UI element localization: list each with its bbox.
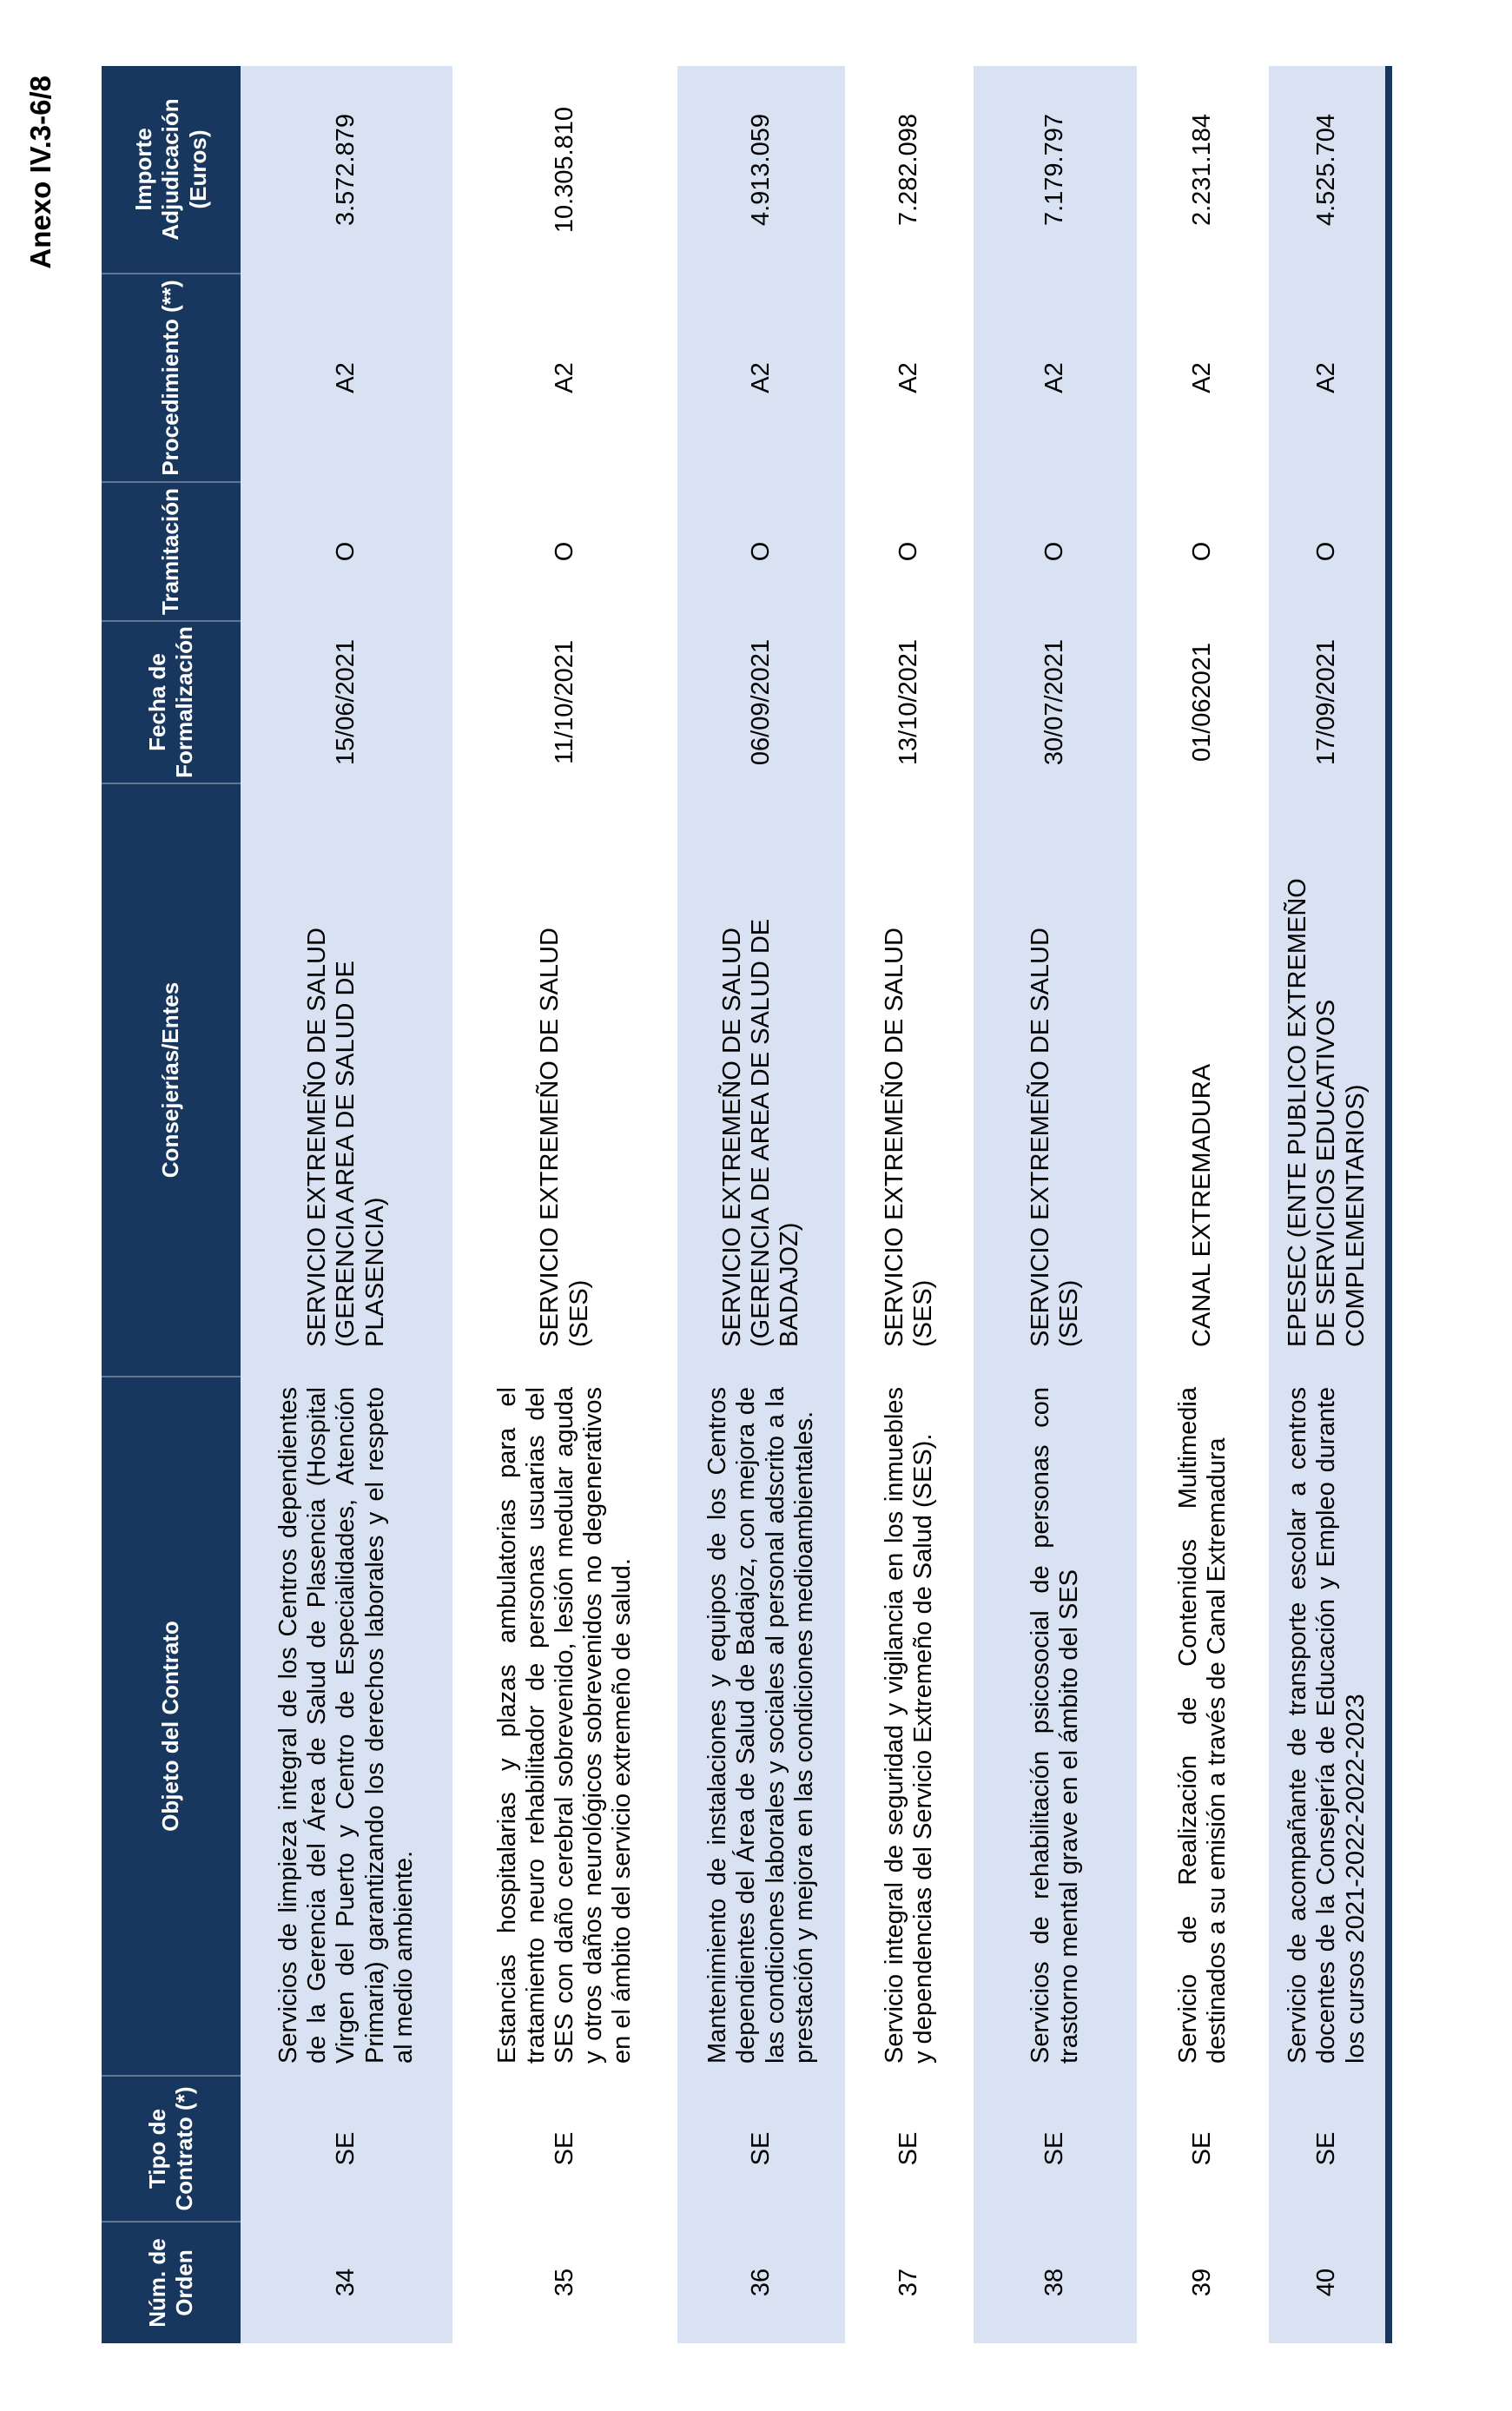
contracts-table — [102, 66, 1392, 2343]
contract-row-37 — [845, 66, 974, 2343]
cell-procedimiento: A2 — [1040, 362, 1069, 393]
cell-consejerias: SERVICIO EXTREMEÑO DE SALUD (GERENCIA DE AREA DE SALUD DE BADAJOZ) — [717, 918, 804, 1347]
cell-num: 39 — [1188, 2268, 1217, 2297]
cell-objeto: Mantenimiento de instalaciones y equipos de los Centros dependientes del Área de Salud de Badajoz, con mejora de las condiciones laborales y sociales al personal adscrito a la prestación y mejora en las condiciones medioambientales. — [703, 1387, 818, 2064]
contract-row-39 — [1137, 66, 1269, 2343]
cell-objeto: Servicio de Realización de Contenidos Multimedia destinados a su emisión a través de Canal Extremadura — [1173, 1387, 1231, 2064]
cell-consejerias: SERVICIO EXTREMEÑO DE SALUD (GERENCIA AREA DE SALUD DE PLASENCIA) — [303, 928, 389, 1347]
cell-procedimiento: A2 — [895, 362, 923, 393]
cell-objeto: Estancias hospitalarias y plazas ambulatorias para el tratamiento neuro rehabilitador de personas usuarias del SES con daño cerebral sobrevenido, lesión medular aguda y otros daños neurológicos sobrevenidos no degenerativos en el ámbito del servicio extremeño de salud. — [492, 1387, 637, 2064]
cell-tramitacion: O — [746, 541, 775, 562]
contract-row-34 — [241, 66, 452, 2343]
contract-row-40 — [1269, 66, 1389, 2343]
cell-fecha: 11/10/2021 — [550, 640, 578, 764]
cell-tramitacion: O — [1040, 541, 1069, 562]
cell-tramitacion: O — [895, 541, 923, 562]
cell-tipo: SE — [550, 2131, 578, 2166]
cell-importe: 2.231.184 — [1188, 114, 1217, 227]
cell-objeto: Servicios de rehabilitación psicosocial de personas con trastorno mental grave en el ámbito del SES — [1026, 1387, 1083, 2064]
cell-tramitacion: O — [332, 541, 360, 562]
column-header-tipo: Tipo de Contrato (*) — [102, 2076, 241, 2222]
column-header-tramitacion: Tramitación — [102, 482, 241, 621]
cell-fecha: 15/06/2021 — [332, 638, 360, 766]
cell-fecha: 13/10/2021 — [895, 638, 923, 766]
cell-objeto: Servicio de acompañante de transporte escolar a centros docentes de la Consejería de Educación y Empleo durante los cursos 2021-2022-2022-2023 — [1284, 1387, 1370, 2064]
cell-fecha: 30/07/2021 — [1040, 638, 1069, 766]
column-header-procedimiento: Procedimiento (**) — [102, 274, 241, 482]
cell-tramitacion: O — [1312, 541, 1341, 562]
column-header-fecha: Fecha de Formalización — [102, 621, 241, 783]
column-header-num: Núm. de Orden — [102, 2222, 241, 2343]
cell-num: 37 — [895, 2268, 923, 2297]
cell-procedimiento: A2 — [746, 362, 775, 393]
annex-title: Anexo IV.3-6/8 — [24, 76, 56, 269]
cell-tipo: SE — [1188, 2131, 1217, 2166]
cell-fecha: 17/09/2021 — [1312, 638, 1341, 766]
cell-procedimiento: A2 — [1188, 362, 1217, 393]
column-header-importe: Importe Adjudicación (Euros) — [102, 66, 241, 274]
cell-consejerias: SERVICIO EXTREMEÑO DE SALUD (SES) — [536, 928, 593, 1347]
cell-objeto: Servicios de limpieza integral de los Centros dependientes de la Gerencia del Área de Salud de Plasencia (Hospital Virgen del Puerto y Centro de Especialidades, Atención Primaria) garantizando los derechos laborales y el respeto al medio ambiente. — [274, 1387, 418, 2064]
cell-num: 35 — [550, 2268, 578, 2297]
cell-num: 38 — [1040, 2268, 1069, 2297]
cell-importe: 4.525.704 — [1312, 114, 1341, 227]
cell-num: 34 — [332, 2268, 360, 2297]
cell-consejerias: SERVICIO EXTREMEÑO DE SALUD (SES) — [880, 928, 937, 1347]
cell-consejerias: SERVICIO EXTREMEÑO DE SALUD (SES) — [1026, 928, 1083, 1347]
table-header-row — [102, 66, 241, 2343]
column-header-objeto: Objeto del Contrato — [102, 1377, 241, 2076]
cell-consejerias: CANAL EXTREMADURA — [1188, 1063, 1217, 1347]
cell-importe: 3.572.879 — [332, 114, 360, 227]
cell-importe: 7.282.098 — [895, 114, 923, 227]
cell-procedimiento: A2 — [1312, 362, 1341, 393]
cell-num: 40 — [1312, 2268, 1341, 2297]
column-header-consejerias: Consejerías/Entes — [102, 783, 241, 1377]
cell-num: 36 — [746, 2268, 775, 2297]
cell-procedimiento: A2 — [550, 362, 578, 393]
cell-consejerias: EPESEC (ENTE PUBLICO EXTREMEÑO DE SERVICIOS EDUCATIVOS COMPLEMENTARIOS) — [1284, 878, 1370, 1347]
cell-tipo: SE — [746, 2131, 775, 2166]
contract-row-38 — [974, 66, 1137, 2343]
contract-row-36 — [677, 66, 845, 2343]
cell-importe: 7.179.797 — [1040, 114, 1069, 227]
cell-objeto: Servicio integral de seguridad y vigilancia en los inmuebles y dependencias del Servicio Extremeño de Salud (SES). — [880, 1387, 937, 2064]
cell-tipo: SE — [895, 2131, 923, 2166]
cell-fecha: 01/062021 — [1188, 642, 1217, 763]
cell-importe: 4.913.059 — [746, 114, 775, 227]
cell-tramitacion: O — [550, 541, 578, 562]
cell-tipo: SE — [1040, 2131, 1069, 2166]
cell-fecha: 06/09/2021 — [746, 638, 775, 766]
cell-tipo: SE — [1312, 2131, 1341, 2166]
cell-procedimiento: A2 — [332, 362, 360, 393]
cell-tramitacion: O — [1188, 541, 1217, 562]
cell-importe: 10.305.810 — [550, 106, 578, 234]
contract-row-35 — [452, 66, 677, 2343]
cell-tipo: SE — [332, 2131, 360, 2166]
